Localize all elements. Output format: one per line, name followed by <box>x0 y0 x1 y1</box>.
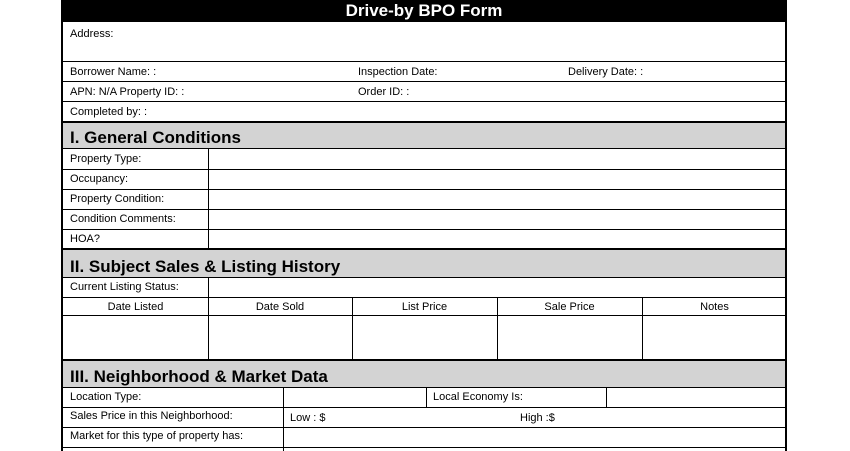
occupancy-label: Occupancy: <box>70 173 129 185</box>
column-header-list-price: List Price <box>401 301 448 313</box>
column-header-date-sold: Date Sold <box>255 301 305 313</box>
column-divider <box>208 297 209 360</box>
column-divider <box>208 277 209 297</box>
column-divider <box>642 297 643 360</box>
divider <box>63 277 785 278</box>
address-label: Address: <box>70 28 114 40</box>
section-header-general <box>63 123 785 148</box>
section-header-neighborhood <box>63 361 785 387</box>
hoa-label: HOA? <box>70 233 100 245</box>
column-header-date-listed: Date Listed <box>107 301 164 313</box>
low-price-label: Low : $ <box>290 412 326 424</box>
divider <box>63 81 785 82</box>
column-divider <box>352 297 353 360</box>
divider <box>63 209 785 210</box>
column-divider <box>208 148 209 249</box>
divider <box>63 169 785 170</box>
form-title: Drive-by BPO Form <box>345 1 503 20</box>
column-header-notes: Notes <box>700 301 729 313</box>
divider <box>63 315 785 316</box>
divider <box>63 297 785 298</box>
column-divider <box>606 387 607 407</box>
divider <box>63 229 785 230</box>
column-divider <box>283 387 284 407</box>
inspection-date-label: Inspection Date: <box>358 66 438 78</box>
divider <box>63 407 785 408</box>
column-divider <box>426 387 427 407</box>
column-divider <box>497 297 498 360</box>
section-title-neighborhood: III. Neighborhood & Market Data <box>70 367 328 386</box>
current-listing-status-label: Current Listing Status: <box>70 281 179 293</box>
condition-comments-label: Condition Comments: <box>70 213 176 225</box>
title-bar <box>63 0 785 22</box>
bpo-form <box>61 0 787 451</box>
divider <box>63 447 785 448</box>
local-economy-label: Local Economy Is: <box>433 391 523 403</box>
market-label: Market for this type of property has: <box>70 430 244 442</box>
divider <box>63 148 785 149</box>
sales-price-label: Sales Price in this Neighborhood: <box>70 410 233 422</box>
divider <box>63 387 785 388</box>
divider <box>63 427 785 428</box>
apn-property-id-label: APN: N/A Property ID: : <box>70 86 185 98</box>
section-title-sales: II. Subject Sales & Listing History <box>70 257 341 276</box>
divider <box>63 101 785 102</box>
order-id-label: Order ID: : <box>358 86 410 98</box>
divider <box>63 61 785 62</box>
section-title-general: I. General Conditions <box>70 128 241 147</box>
property-condition-label: Property Condition: <box>70 193 165 205</box>
section-header-sales <box>63 250 785 277</box>
borrower-name-label: Borrower Name: : <box>70 66 157 78</box>
column-divider <box>283 407 284 451</box>
delivery-date-label: Delivery Date: : <box>568 66 644 78</box>
completed-by-label: Completed by: : <box>70 106 148 118</box>
property-type-label: Property Type: <box>70 153 142 165</box>
divider <box>63 189 785 190</box>
high-price-label: High :$ <box>520 412 555 424</box>
location-type-label: Location Type: <box>70 391 142 403</box>
column-header-sale-price: Sale Price <box>544 301 595 313</box>
